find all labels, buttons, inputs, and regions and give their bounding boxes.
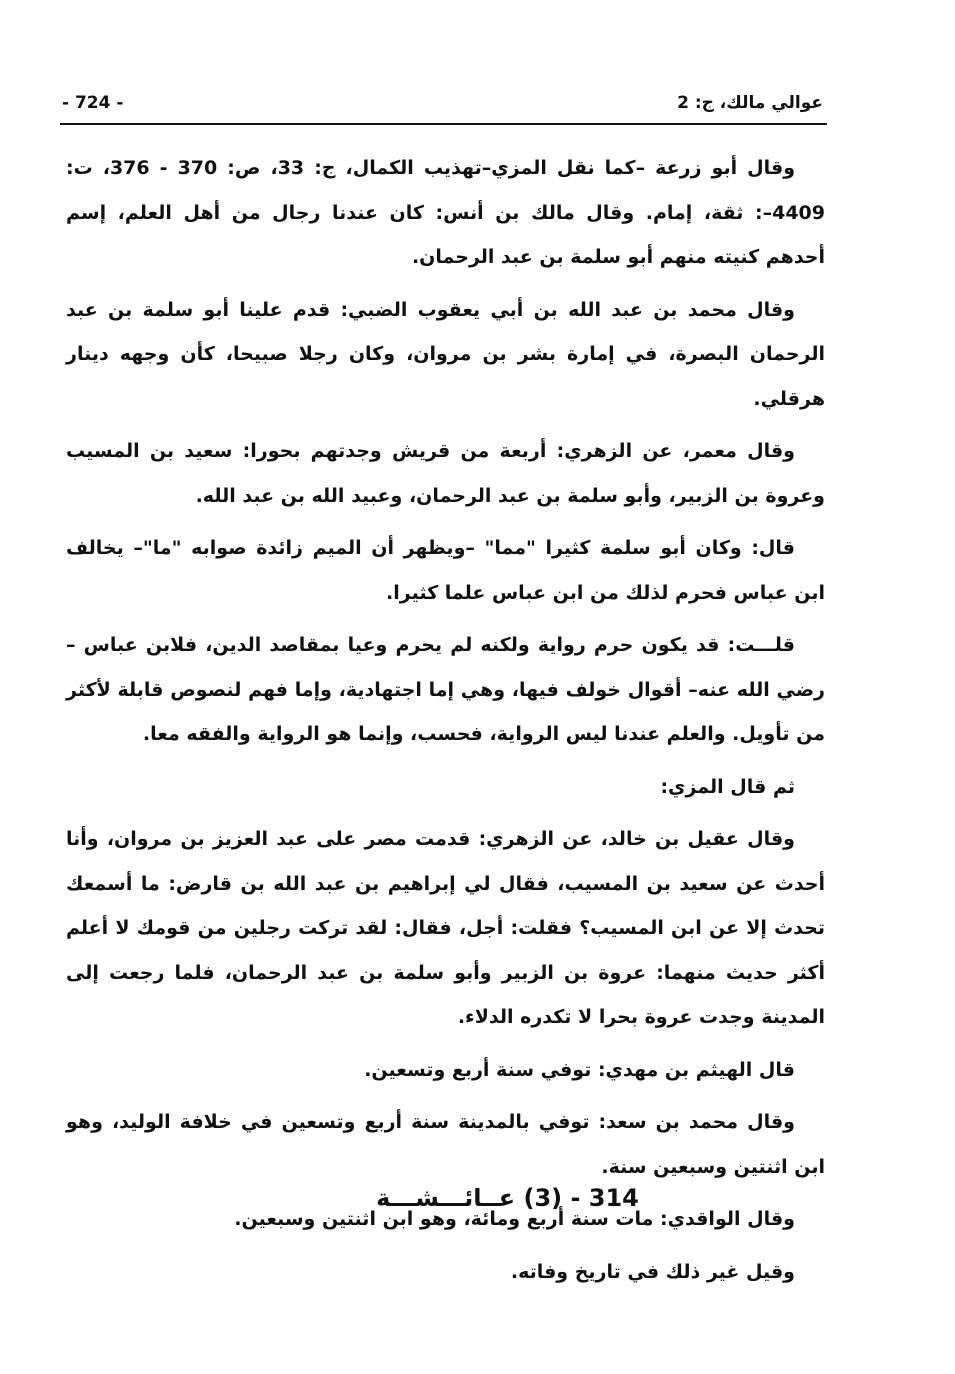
header-rule: [60, 123, 827, 125]
paragraph-mizzi: ثم قال المزي:: [660, 775, 795, 798]
page-header: [62, 88, 823, 118]
paragraph-qultu: قلـــت: قد يكون حرم رواية ولكنه لم يحرم وعيا بمقاصد الدين، فلابن عباس –رضي الله عنه– أقوال خولف فيها، وهي إما اجتهادية، وإما فهم لنصوص قابلة لأكثر من تأويل. والعلم عندنا ليس الرواية، فحسب، وإنما هو الرواية والفقه معا.: [66, 634, 825, 745]
paragraph-ibn-sad: وقال محمد بن سعد: توفي بالمدينة سنة أربع وتسعين في خلافة الوليد، وهو ابن اثنتين وسبعين سنة.: [66, 1111, 825, 1178]
paragraph-haytham: قال الهيثم بن مهدي: توفي سنة أربع وتسعين.: [364, 1058, 795, 1081]
paragraph-mamar: وقال معمر، عن الزهري: أربعة من قريش وجدتهم بحورا: سعيد بن المسيب وعروة بن الزبير، وأبو سلمة بن عبد الرحمان، وعبيد الله بن عبد الله.: [66, 440, 825, 507]
paragraph-waqidi: وقال الواقدي: مات سنة أربع ومائة، وهو ابن اثنتين وسبعين.: [234, 1208, 795, 1230]
paragraph-dabbi: وقال محمد بن عبد الله بن أبي يعقوب الضبي: قدم علينا أبو سلمة بن عبد الرحمان البصرة، في إمارة بشر بن مروان، وكان رجلا صبيحا، كأن وجهه دينار هرقلي.: [66, 298, 825, 410]
paragraph-uqayl: وقال عقيل بن خالد، عن الزهري: قدمت مصر على عبد العزيز بن مروان، وأنا أحدث عن سعيد بن المسيب، فقال لي إبراهيم بن عبد الله بن قارض: ما أسمعك تحدث إلا عن ابن المسيب؟ فقلت: أجل، فقال: لقد تركت رجلين من قومك لا أعلم أكثر حديث منهما: عروة بن الزبير وأبو سلمة بن عبد الرحمان، فلما رجعت إلى المدينة وجدت عروة بحرا لا تكدره الدلاء.: [66, 828, 825, 1028]
body-text: [66, 146, 825, 1302]
paragraph-qila: وقيل غير ذلك في تاريخ وفاته.: [510, 1260, 795, 1283]
paragraph-abu-zura: وقال أبو زرعة –كما نقل المزي–تهذيب الكمال، ج: 33، ص: 370 - 376، ت: 4409–: ثقة، إمام. وقال مالك بن أنس: كان عندنا رجال من أهل العلم، إسم أحدهم كنيته منهم أبو سلمة بن عبد الرحمان.: [66, 157, 825, 268]
page-number: - 724 -: [62, 93, 124, 113]
book-title: عوالي مالك، ج: 2: [677, 93, 823, 113]
paragraph-ibn-abbas: قال: وكان أبو سلمة كثيرا "مما" –ويظهر أن الميم زائدة صوابه "ما"– يخالف ابن عباس فحرم لذلك من ابن عباس علما كثيرا.: [66, 537, 825, 604]
page-footer: 314 - (3) عــائـــشـــة: [376, 1184, 639, 1212]
